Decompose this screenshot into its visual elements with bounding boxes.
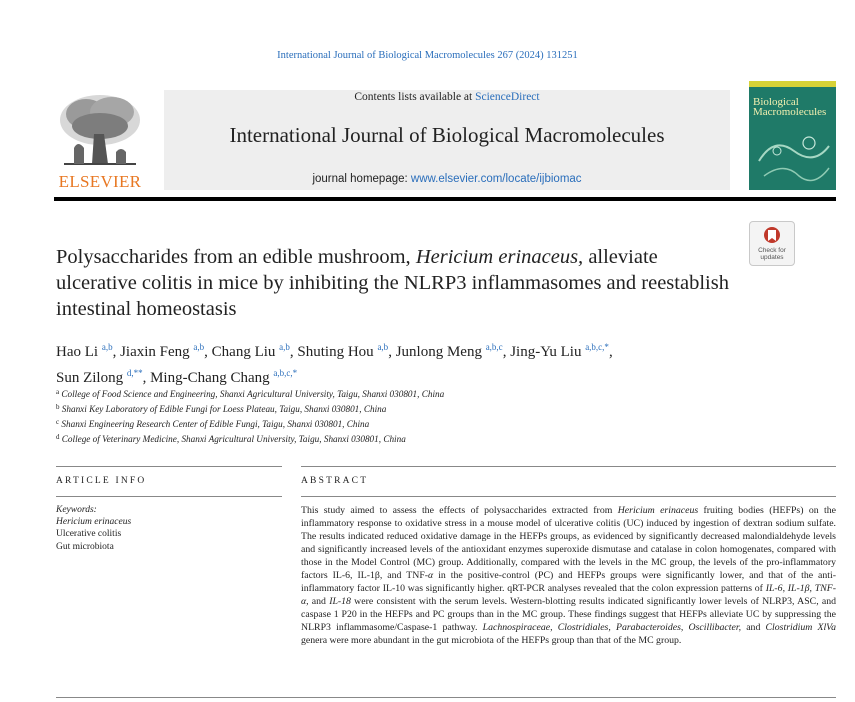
cover-title-line2: Macromolecules: [753, 106, 827, 118]
journal-homepage: [164, 173, 730, 185]
check-updates-line1: Check for: [758, 247, 786, 254]
author[interactable]: Ming-Chang Chang $^{a,b,c,*}$: [150, 368, 298, 386]
keywords-label: Keywords:: [56, 505, 97, 515]
article-info-heading: ARTICLE INFO: [56, 476, 147, 486]
keyword: Ulcerative colitis: [56, 529, 122, 540]
header-divider: [54, 197, 836, 201]
homepage-prefix: journal homepage:: [312, 173, 411, 185]
abstract-bottom-rule: [301, 496, 836, 497]
article-info-top-rule: [56, 466, 282, 467]
abstract-heading: ABSTRACT: [301, 476, 369, 486]
title-part2: alleviate ulcerative colitis in mice by inhibiting the NLRP3 inflammasomes and reestablish intestinal homeostasis: [56, 246, 729, 320]
affiliation: $^a$ College of Food Science and Engineering, Shanxi Agricultural University, Taigu, Shanxi 030801, China: [56, 388, 445, 399]
title-part1: Polysaccharides from an edible mushroom,: [56, 246, 416, 268]
journal-citation[interactable]: International Journal of Biological Macromolecules 267 (2024) 131251: [277, 50, 578, 61]
affiliation: $^c$ Shanxi Engineering Research Center of Edible Fungi, Taigu, Shanxi 030801, China: [56, 418, 370, 429]
author[interactable]: Shuting Hou $^{a,b}$: [297, 342, 389, 360]
check-for-updates-button[interactable]: [749, 221, 795, 266]
check-updates-line2: updates: [760, 254, 784, 261]
sciencedirect-link[interactable]: ScienceDirect: [475, 91, 540, 103]
keyword: Hericium erinaceus: [56, 517, 132, 528]
author[interactable]: Jing-Yu Liu $^{a,b,c,*}$: [510, 342, 609, 360]
cover-title-line1: Biological: [753, 96, 799, 108]
keyword: Gut microbiota: [56, 541, 114, 552]
cover-top-band: [749, 81, 836, 87]
journal-cover[interactable]: [749, 81, 836, 190]
affiliations: [56, 386, 756, 446]
author[interactable]: Hao Li $^{a,b}$: [56, 342, 113, 360]
bookmark-check-icon: [763, 226, 781, 246]
author-list: Hao Li $^{a,b}$, Jiaxin Feng $^{a,b}$, Chang Liu $^{a,b}$, Shuting Hou $^{a,b}$, Junlong Meng $^{a,b,c}$, Jing-Yu Liu $^{a,b,c,*}$, Sun Zilong $^{d,**}$, Ming-Chang Chang $^{a,b,c,*}$: [56, 342, 613, 386]
author[interactable]: Jiaxin Feng $^{a,b}$: [120, 342, 205, 360]
article-title: [56, 244, 736, 322]
abstract-top-rule: [301, 466, 836, 467]
abstract-end-rule: [56, 697, 836, 698]
abstract-text: This study aimed to assess the effects of polysaccharides extracted from Hericium erinaceus fruiting bodies (HEFPs) on the inflammatory response to oxidative stress in a mouse model of ulcerative colitis (UC) induced by ingestion of dextran sodium sulfate. The results indicated reduced oxidative damage in the HEFPs groups, as evidenced by significantly decreased malondialdehyde levels and significantly increased levels of the antioxidant enzymes superoxide dismutase and catalase in colon homogenates, compared with those in the Model Control (MC) group. Additionally, compared with the levels in the MC group, the levels of the pro-inflammatory factors IL-6, IL-1β, and TNF-α in the positive-control (PC) and HEFPs groups were significantly lower, and that of the anti-inflammatory factor IL-10 was significantly higher. qRT-PCR analyses revealed that the colon expression patterns of IL-6, IL-1β, TNF-α, and IL-18 were consistent with the serum levels. Western-blotting results indicated significantly lower levels of NLRP3, ASC, and caspase 1 P20 in the HEFPs and PC groups than in the MC group. These findings suggest that HEFPs alleviate UC by suppressing the NLRP3 inflammasome/Caspase-1 pathway. Lachnospiraceae, Clostridiales, Parabacteroides, Oscillibacter, and Clostridium XlVa genera were more abundant in the gut microbiota of the HEFPs group than that of the MC group.: [301, 505, 837, 646]
check-updates-label: [750, 247, 794, 261]
affiliation: $^d$ College of Veterinary Medicine, Shanxi Agricultural University, Taigu, Shanxi 030801, China: [56, 433, 406, 444]
contents-prefix: Contents lists available at: [354, 91, 476, 103]
author[interactable]: Chang Liu $^{a,b}$: [211, 342, 290, 360]
title-species: Hericium erinaceus,: [415, 246, 584, 268]
article-info-bottom-rule: [56, 496, 282, 497]
keywords-block: [56, 504, 256, 553]
contents-line: [164, 91, 730, 103]
cover-title: [753, 97, 826, 117]
journal-name: International Journal of Biological Macromolecules: [229, 123, 665, 147]
author[interactable]: Junlong Meng $^{a,b,c}$: [395, 342, 503, 360]
elsevier-wordmark: ELSEVIER: [58, 172, 142, 191]
homepage-link[interactable]: www.elsevier.com/locate/ijbiomac: [410, 173, 582, 185]
cover-illustration: [749, 121, 836, 190]
affiliation: $^b$ Shanxi Key Laboratory of Edible Fungi for Loess Plateau, Taigu, Shanxi 030801, China: [56, 403, 387, 414]
author[interactable]: Sun Zilong $^{d,**}$: [56, 368, 143, 386]
